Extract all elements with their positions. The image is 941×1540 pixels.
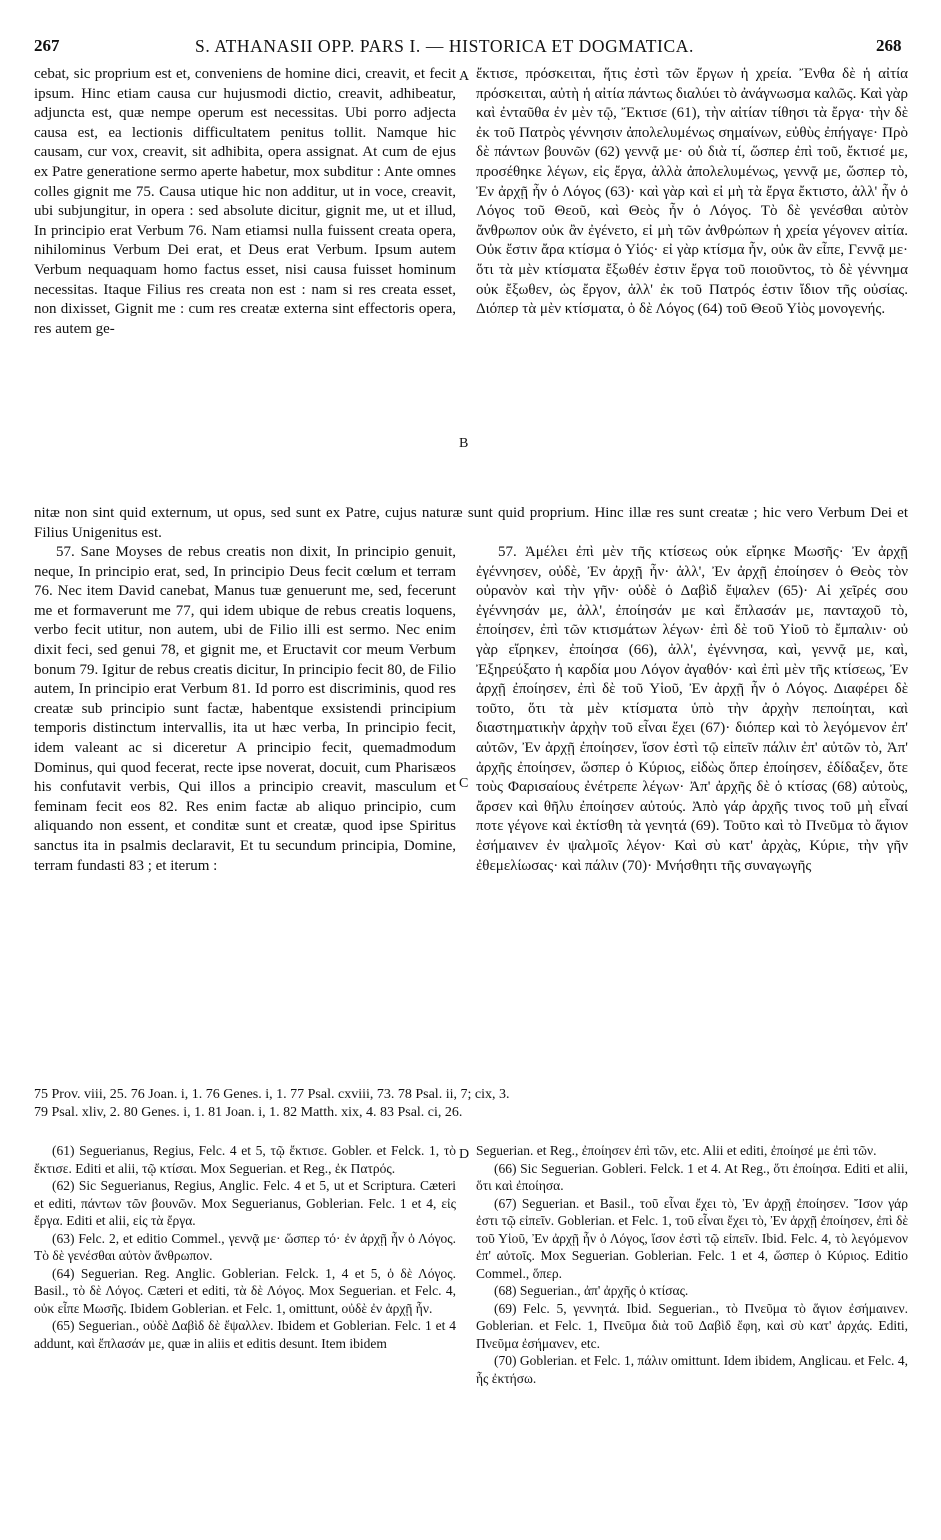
footnote: (64) Seguerian. Reg. Anglic. Goblerian. Felck. 1, 4 et 5, ὁ δὲ Λόγος. Basil., τὸ δὲ Λόγος. Cæteri et editi, τὰ δὲ Λόγος. Mox Seguerian. et Felc. 4, οὐκ εἶπε Μωσῆς. Ibidem Goblerian. et Felc. 1, omittunt, οὐδὲ ἐν ἀρχῇ ἦν. (34, 1265, 456, 1316)
footnote: (62) Sic Seguerianus, Regius, Anglic. Felc. 4 et 5, ut et Scriptura. Cæteri et editi, πάντων τῶν βουνῶν. Mox Seguerianus, Goblerian. Felc. 1 et 4, εἰς ἔργα. Editi et alii, εἰς τὰ ἔργα. (34, 1178, 456, 1228)
footnote: (67) Seguerian. et Basil., τοῦ εἶναι ἔχει τὸ, Ἐν ἀρχῇ ἐποίησεν. Ἴσον γάρ ἐστι τῷ εἰπεῖν. Goblerian. et Felc. 1, τοῦ εἶναι ἔχει τὸ, Ἐν ἀρχῇ ἐποίησεν, ἐπὶ δὲ τοῦ Υἱοῦ, Ἐν ἀρχῇ ἦν ὁ Λόγος, ἴσον ἐστὶ τῷ εἰπεῖν. Ibid. Felc. 4, τὸ λεγόμενον ἐπ' αὐτοῖς. Mox Seguerian. Goblerian. Felc. 1 et 4, ὥσπερ ὁ Κύριος. Editio Commel., ὅπερ. (476, 1195, 908, 1281)
greek-paragraph: ἔκτισε, πρόσκειται, ἥτις ἐστὶ τῶν ἔργων ἡ χρεία. Ἔνθα δὲ ἡ αἰτία πρόσκειται, αὐτὴ ἡ αἰτία πάντως διαλύει τὸ ἀνάγνωσμα καλῶς. Καὶ γὰρ καὶ ἐνταῦθα ἐν μὲν τῷ, Ἔκτισε (61), τὴν αἰτίαν τίθησι τὰ ἔργα· τὴν δὲ ἐκ τοῦ Πατρὸς γέννησιν ἀπολελυμένως σημαίνων, εὐθὺς ἐπήγαγε· Πρὸ δὲ πάντων βουνῶν (62) γεννᾷ με· οὐ διὰ τί, ὥσπερ ἐπὶ τοῦ, ἔκτισέ με, προσέθηκε λέγων, εἰς ἔργα, ἀλλὰ ἀπολελυμένως, γεννᾷ με, ὥσπερ τὸ, Ἐν ἀρχῇ ἦν ὁ Λόγος (63)· καὶ γὰρ καὶ εἰ μὴ τὰ ἔργα ἔκτιστο, ἀλλ' ἦν ὁ Λόγος τοῦ Θεοῦ, καὶ Θεὸς ἦν ὁ Λόγος. Τὸ δὲ γενέσθαι αὐτὸν ἄνθρωπον οὐκ ἂν ἐγένετο, εἰ μὴ τῶν ἀνθρώπων ἡ χρεία γέγονεν αἰτία. Οὐκ ἔστιν ἄρα κτίσμα ὁ Υἱός· εἰ γὰρ κτίσμα ἦν, οὐκ ἂν εἶπε, Γεννᾷ με· ὅτι τὰ μὲν κτίσματα ἔξωθέν ἐστιν ἔργα τοῦ ποιοῦντος, τὸ δὲ γέννημα οὐκ ἔξωθεν, ὡς ἔργον, ἀλλ' ἐκ τοῦ Πατρός ἐστιν ἴδιον τῆς οὐσίας. Διόπερ τὰ μὲν κτίσματα, ὁ δὲ Λόγος (64) τοῦ Θεοῦ Υἱὸς μονογενής. (476, 66, 908, 318)
margin-letter-c: C (459, 776, 469, 791)
margin-letter-d: D (459, 1147, 470, 1162)
footnote: (68) Seguerian., ἀπ' ἀρχῆς ὁ κτίσας. (494, 1283, 689, 1298)
footnote: Seguerian. et Reg., ἐποίησεν ἐπὶ τῶν, etc. Alii et editi, ἐποίησέ με ἐπὶ τῶν. (476, 1143, 877, 1158)
greek-paragraph-57: 57. Ἀμέλει ἐπὶ μὲν τῆς κτίσεως οὐκ εἴρηκε Μωσῆς· Ἐν ἀρχῇ ἐγέννησεν, οὐδὲ, Ἐν ἀρχῇ ἦν· ἀλλ', Ἐν ἀρχῇ ἐποίησεν ὁ Θεὸς τὸν οὐρανὸν καὶ τὴν γῆν· οὐδὲ ὁ Δαβὶδ ἔψαλεν (65)· Αἱ χεῖρές σου ἐγέννησάν με, ἀλλ', ἐποίησάν με καὶ ἔπλασάν με, πανταχοῦ τὸ, ἐποίησεν, ἐπὶ τῶν κτισμάτων λέγων· ἐπὶ δὲ τοῦ Υἱοῦ τὸ ἔμπαλιν· οὐ γὰρ εἴρηκεν, ἐποίησα (66), ἀλλ', ἐγέννησα, καὶ, γεννᾷ με, καὶ, Ἐξηρεύξατο ἡ καρδία μου Λόγον ἀγαθόν· καὶ ἐπὶ μὲν τῆς κτίσεως, Ἐν ἀρχῇ ἐποίησεν, ἐπὶ δὲ τοῦ Υἱοῦ, Ἐν ἀρχῇ ἦν ὁ Λόγος. Διαφέρει δὲ τοῦτο, ὅτι τὰ μὲν κτίσματα ὑπὸ τὴν ἀρχὴν πεποίηται, καὶ διαστηματικὴν ἀρχὴν τοῦ εἶναι ἔχει (67)· διόπερ καὶ τὸ λεγόμενον ἐπ' αὐτῶν, Ἐν ἀρχῇ ἐποίησεν, ἴσον ἐστὶ τῷ εἰπεῖν πάλιν ἐπ' αὐτῶν τὸ, Ἀπ' ἀρχῆς ἐποίησεν, ὥσπερ ὁ Κύριος, εἰδὼς ὅπερ ἐποίησεν, ἐδίδαξεν, ὅτε τοὺς Φαρισαίους ἐνέτρεπε λέγων· Ἀπ' ἀρχῆς δὲ ὁ κτίσας (68) αὐτοὺς, ἄρσεν καὶ θῆλυ ἐποίησεν αὐτούς. Ἀπὸ γάρ ἀρχῆς τινος τοῦ μὴ εἶναί ποτε γέγονε καὶ ἐκτίσθη τὰ γενητά (69). Τοῦτο καὶ τὸ Πνεῦμα τὸ ἅγιον ἐσήμαινεν ἐν ψαλμοῖς λέγον· Καὶ σὺ κατ' ἀρχὰς, Κύριε, τὴν γῆν ἐθεμελίωσας· καὶ πάλιν (70)· Μνήσθητι τῆς συναγωγῆς (476, 544, 908, 874)
margin-letter-b: B (459, 436, 469, 451)
footnote: (63) Felc. 2, et editio Commel., γεννᾷ με· ὥσπερ τό· ἐν ἀρχῇ ἦν ὁ Λόγος. Τὸ δὲ γενέσθαι αὐτὸν ἄνθρωπον. (34, 1230, 456, 1263)
latin-paragraph: cebat, sic proprium est et, conveniens de homine dici, creavit, et fecit ipsum. Hinc etiam causa cur hujusmodi dictio, creavit, adhibeatur, adjuncta est, quæ nempe operum est necessitas. Ubi porro adjecta causa est, ea lectionis difficultatem penitus tollit. Namque hic causam, cur vox, creavit, sit adhibita, opera assignat. At cum de ejus ex Patre generatione sermo aperte habetur, mox subditur : Ante omnes colles gignit me 75. Causa utique hic non additur, ut in voce, creavit, ubi subjungitur, in opera : sed absolute dicitur, gignit me, ut et illud, In principio erat Verbum 76. Nam etiamsi nulla fuissent creata opera, nihilominus Verbum Dei erat, et Deus erat Verbum. Ipsum autem Verbum nequaquam homo factus esset, nisi causa fuisset hominum necessitas. Itaque Filius res creata non est : nam si res creata esset, non dixisset, Gignit me : cum res creatæ externa sint effectoris opera, res autem ge- (34, 66, 456, 337)
scripture-ref-line: 79 Psal. xliv, 2. 80 Genes. i, 1. 81 Joan. i, 1. 82 Matth. xix, 4. 83 Psal. ci, 26. (34, 1105, 463, 1120)
latin-column-top (34, 65, 456, 339)
footnote: (69) Felc. 5, γεννητά. Ibid. Seguerian., τὸ Πνεῦμα τὸ ἅγιον ἐσήμαινεν. Goblerian. et Felc. 1, Πνεῦμα διὰ τοῦ Δαβὶδ ἔφη, καὶ σὺ κατ' ἀρχάς. Editi, Πνεῦμα ἐσήμανεν, etc. (476, 1300, 908, 1351)
scripture-references (34, 1086, 908, 1122)
footnotes-right (476, 1142, 908, 1387)
footnote: (66) Sic Seguerian. Gobleri. Felck. 1 et 4. At Reg., ὅτι ἐποίησα. Editi et alii, ὅτι καὶ ἐποίησα. (476, 1160, 908, 1193)
greek-column-section-57 (476, 543, 908, 876)
footnote: (70) Goblerian. et Felc. 1, πάλιν omittunt. Idem ibidem, Anglicau. et Felc. 4, ἧς ἐκτήσω. (476, 1353, 908, 1386)
latin-column-section-57 (34, 543, 456, 876)
page-header (0, 0, 941, 56)
greek-column-top (476, 65, 908, 320)
page-number-left: 267 (34, 36, 60, 55)
footnote: (61) Seguerianus, Regius, Felc. 4 et 5, τῷ ἔκτισε. Gobler. et Felck. 1, τὸ ἔκτισε. Editi et alii, τῷ κτίσαι. Mox Seguerian. et Reg., ἐκ Πατρός. (34, 1143, 456, 1176)
page-number-right: 268 (876, 36, 902, 55)
latin-full-width-line: nitæ non sint quid externum, ut opus, sed sunt ex Patre, cujus naturæ sunt quid proprium. Hinc illæ res sunt creatæ ; hic vero Verbum Dei et Filius Unigenitus est. (34, 505, 908, 541)
footnotes-left (34, 1142, 456, 1352)
scripture-ref-line: 75 Prov. viii, 25. 76 Joan. i, 1. 76 Genes. i, 1. 77 Psal. cxviii, 73. 78 Psal. ii, 7; cix, 3. (34, 1087, 510, 1102)
latin-paragraph-57: 57. Sane Moyses de rebus creatis non dixit, In principio genuit, neque, In principio erat, sed, In principio Deus fecit cœlum et terram 76. Nec item David canebat, Manus tuæ genuerunt me, sed, fecerunt me et formaverunt me 77, qui idem ubique de rebus creatis loquens, verbo fecit utitur, non autem, ubi de Filio illi est sermo. Nec enim dixit feci, sed genui 78, et gignit me, et Eructavit cor meum Verbum bonum 79. Igitur de rebus creatis dicitur, In principio fecit 80, de Filio autem, In principio erat Verbum 81. Id porro est discriminis, quod res creatæ sub principio sunt factæ, habentque exsistendi principium temporis distinctum intervallis, ita ut hæc verba, In principio fecit, idem valeant ac si diceretur A principio fecit, quemadmodum Dominus, qui quod fecerat, recte ipse noverat, docuit, cum Pharisæos his confutavit verbis, Qui illos a principio creavit, masculum et feminam fecit eos 82. Res enim factæ ab aliquo principio, cum aliquando non essent, et conditæ sunt et creatæ, quod ipse Spiritus sanctus ita in psalmis declaravit, Et tu secundum principia, Domine, terram fundasti 83 ; et iterum : (34, 544, 456, 874)
footnote: (65) Seguerian., οὐδὲ Δαβὶδ δὲ ἔψαλλεν. Ibidem et Goblerian. Felc. 1 et 4 addunt, καὶ ἔπλασάν με, quæ in aliis et editis desunt. Item ibidem (34, 1318, 456, 1351)
running-title: S. ATHANASII OPP. PARS I. — HISTORICA ET DOGMATICA. (195, 36, 694, 56)
margin-letter-a: A (459, 69, 470, 84)
